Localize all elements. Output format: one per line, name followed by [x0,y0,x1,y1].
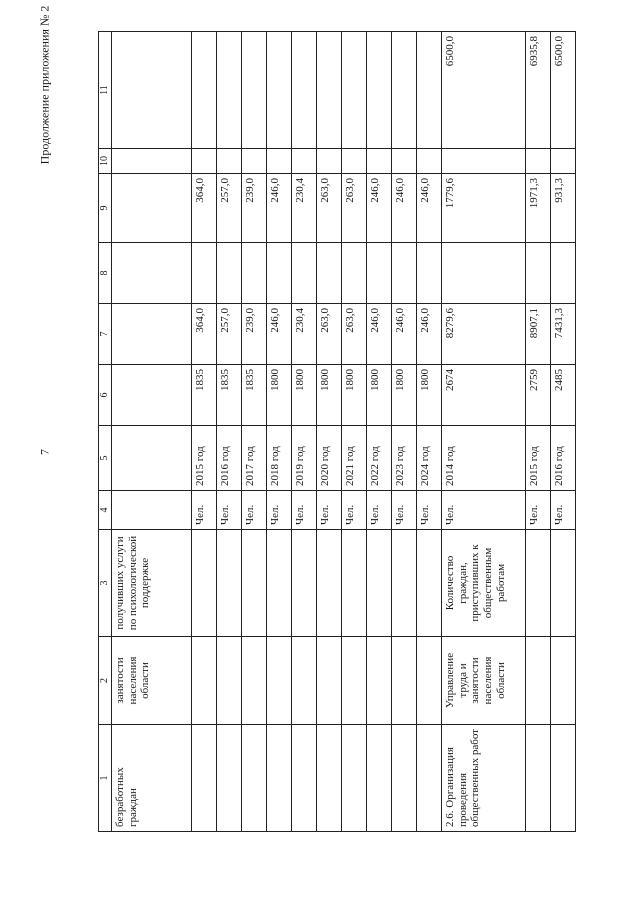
table-row [392,32,417,832]
table-cell [192,32,217,149]
table-cell: 364,0 [192,174,217,243]
table-cell: 6500,0 [442,32,526,149]
table-cell: 2015 год [526,426,551,491]
table-cell: Количество граждан, приступивших к общественным работам [442,530,526,637]
table-row [317,32,342,832]
table-row [112,32,192,832]
table-cell: 2759 [526,365,551,426]
table-cell [317,149,342,174]
table-cell [217,530,242,637]
table-cell: Чел. [367,491,392,530]
table-cell [317,530,342,637]
table-cell: 8907,1 [526,304,551,365]
table-cell: безработных граждан [112,725,192,832]
table-cell [392,149,417,174]
column-number: 6 [99,365,112,426]
table-cell [112,174,192,243]
column-number: 8 [99,243,112,304]
table-cell: 246,0 [367,304,392,365]
table-cell: 1800 [367,365,392,426]
table-cell [551,149,576,174]
table-cell: 239,0 [242,174,267,243]
table-cell [392,243,417,304]
table-cell: получивших услуги по психологической поддержке [112,530,192,637]
table-cell: 1800 [392,365,417,426]
table-cell: 2015 год [192,426,217,491]
table-cell [367,637,392,725]
table-cell: 6500,0 [551,32,576,149]
table-cell [392,32,417,149]
column-number: 9 [99,174,112,243]
table-cell [417,637,442,725]
table-cell [317,32,342,149]
table-cell [267,530,292,637]
table-cell: 263,0 [317,304,342,365]
table-cell: 1800 [267,365,292,426]
column-number: 7 [99,304,112,365]
table-cell: 2485 [551,365,576,426]
table-cell [242,637,267,725]
table-cell: Чел. [242,491,267,530]
table-cell: 7431,3 [551,304,576,365]
table-cell [526,149,551,174]
table-cell [417,32,442,149]
table-cell [317,725,342,832]
column-number: 3 [99,530,112,637]
table-cell: 1835 [192,365,217,426]
table-cell [551,243,576,304]
table-cell [112,426,192,491]
table-cell [292,32,317,149]
table-cell: 246,0 [267,304,292,365]
table-cell [417,243,442,304]
table-cell: 2021 год [342,426,367,491]
table-cell [192,243,217,304]
table-cell: Чел. [292,491,317,530]
table-cell: Чел. [217,491,242,530]
table-cell [217,243,242,304]
table-cell: 1800 [317,365,342,426]
table-cell [217,725,242,832]
table-cell: Чел. [442,491,526,530]
table-row [217,32,242,832]
table-row [417,32,442,832]
table-row [192,32,217,832]
table-cell [112,491,192,530]
table-cell: занятости населения области [112,637,192,725]
table-row [551,32,576,832]
table-cell [342,149,367,174]
table-cell [367,725,392,832]
table-cell: 2020 год [317,426,342,491]
table-cell [292,530,317,637]
table-cell [192,637,217,725]
table-cell: 246,0 [417,174,442,243]
table-cell [242,725,267,832]
table-cell [267,243,292,304]
table-cell: 1800 [342,365,367,426]
table-cell: 246,0 [267,174,292,243]
table-cell: 230,4 [292,304,317,365]
table-cell: 246,0 [392,174,417,243]
table-cell: 246,0 [392,304,417,365]
table-cell [392,530,417,637]
table-cell: 1800 [292,365,317,426]
table-cell: 1779,6 [442,174,526,243]
table-cell [367,243,392,304]
table-cell [526,243,551,304]
appendix-caption: Продолжение приложения № 2 [37,5,52,165]
table-cell [442,149,526,174]
table-cell [267,725,292,832]
table-cell: 931,3 [551,174,576,243]
table-cell: 263,0 [342,304,367,365]
column-number: 10 [99,149,112,174]
table-cell [112,304,192,365]
table-cell [551,637,576,725]
header-row [99,32,112,832]
table-cell: Чел. [267,491,292,530]
table-cell: Чел. [317,491,342,530]
table-cell: 239,0 [242,304,267,365]
table-cell [217,32,242,149]
table-row [442,32,526,832]
table-cell: 2016 год [217,426,242,491]
table-cell [392,637,417,725]
table-cell [112,32,192,149]
table-cell: Чел. [526,491,551,530]
table-cell [267,149,292,174]
table-cell: 2022 год [367,426,392,491]
table-cell [526,530,551,637]
table-cell [442,243,526,304]
table-cell [292,243,317,304]
table-cell [317,243,342,304]
table-row [342,32,367,832]
table-cell [367,32,392,149]
table-cell [392,725,417,832]
table-cell [342,530,367,637]
table-cell [342,243,367,304]
table-cell [551,530,576,637]
table-cell: 263,0 [342,174,367,243]
table-cell [267,32,292,149]
table-cell: 2023 год [392,426,417,491]
table-cell [192,149,217,174]
table-cell: 1800 [417,365,442,426]
table-cell [242,149,267,174]
table-cell: 1835 [242,365,267,426]
table-cell [526,637,551,725]
table-row [267,32,292,832]
column-number: 5 [99,426,112,491]
table-cell: 2.6. Организация проведения общественных работ [442,725,526,832]
table-cell [242,243,267,304]
table-cell [526,725,551,832]
table-cell [217,637,242,725]
table-cell: 1835 [217,365,242,426]
table-row [526,32,551,832]
table-cell [217,149,242,174]
column-number: 2 [99,637,112,725]
table-cell [267,637,292,725]
table-cell: Чел. [192,491,217,530]
table-cell: Чел. [392,491,417,530]
table-cell [292,149,317,174]
table-cell [292,725,317,832]
table-cell [192,530,217,637]
table-cell: 2024 год [417,426,442,491]
table-cell: 263,0 [317,174,342,243]
table-cell [112,243,192,304]
table-cell [417,725,442,832]
table-cell: 246,0 [417,304,442,365]
table-cell [292,637,317,725]
table-cell: 2014 год [442,426,526,491]
column-number: 1 [99,725,112,832]
table-cell: 257,0 [217,304,242,365]
table-cell [112,149,192,174]
table-row [367,32,392,832]
table-cell: Управление труда и занятости населения области [442,637,526,725]
table-cell: 2674 [442,365,526,426]
table-cell [342,32,367,149]
table-cell: 2016 год [551,426,576,491]
rotated-table-container [98,32,632,832]
table-cell [242,530,267,637]
data-table [98,31,576,832]
table-cell: 364,0 [192,304,217,365]
page-number: 7 [37,449,52,455]
column-number: 11 [99,32,112,149]
table-cell [417,530,442,637]
table-cell [367,149,392,174]
table-cell [367,530,392,637]
table-cell [342,725,367,832]
table-cell: Чел. [551,491,576,530]
table-cell [242,32,267,149]
table-cell [112,365,192,426]
table-cell: 230,4 [292,174,317,243]
table-cell: 8279,6 [442,304,526,365]
table-cell: Чел. [417,491,442,530]
table-cell: Чел. [342,491,367,530]
table-row [242,32,267,832]
table-cell: 246,0 [367,174,392,243]
table-cell: 2018 год [267,426,292,491]
table-cell [417,149,442,174]
column-number: 4 [99,491,112,530]
table-cell: 257,0 [217,174,242,243]
table-cell: 2019 год [292,426,317,491]
table-cell [342,637,367,725]
table-cell [192,725,217,832]
table-cell [551,725,576,832]
table-row [292,32,317,832]
table-cell: 2017 год [242,426,267,491]
table-cell: 1971,3 [526,174,551,243]
table-cell [317,637,342,725]
table-cell: 6935,8 [526,32,551,149]
